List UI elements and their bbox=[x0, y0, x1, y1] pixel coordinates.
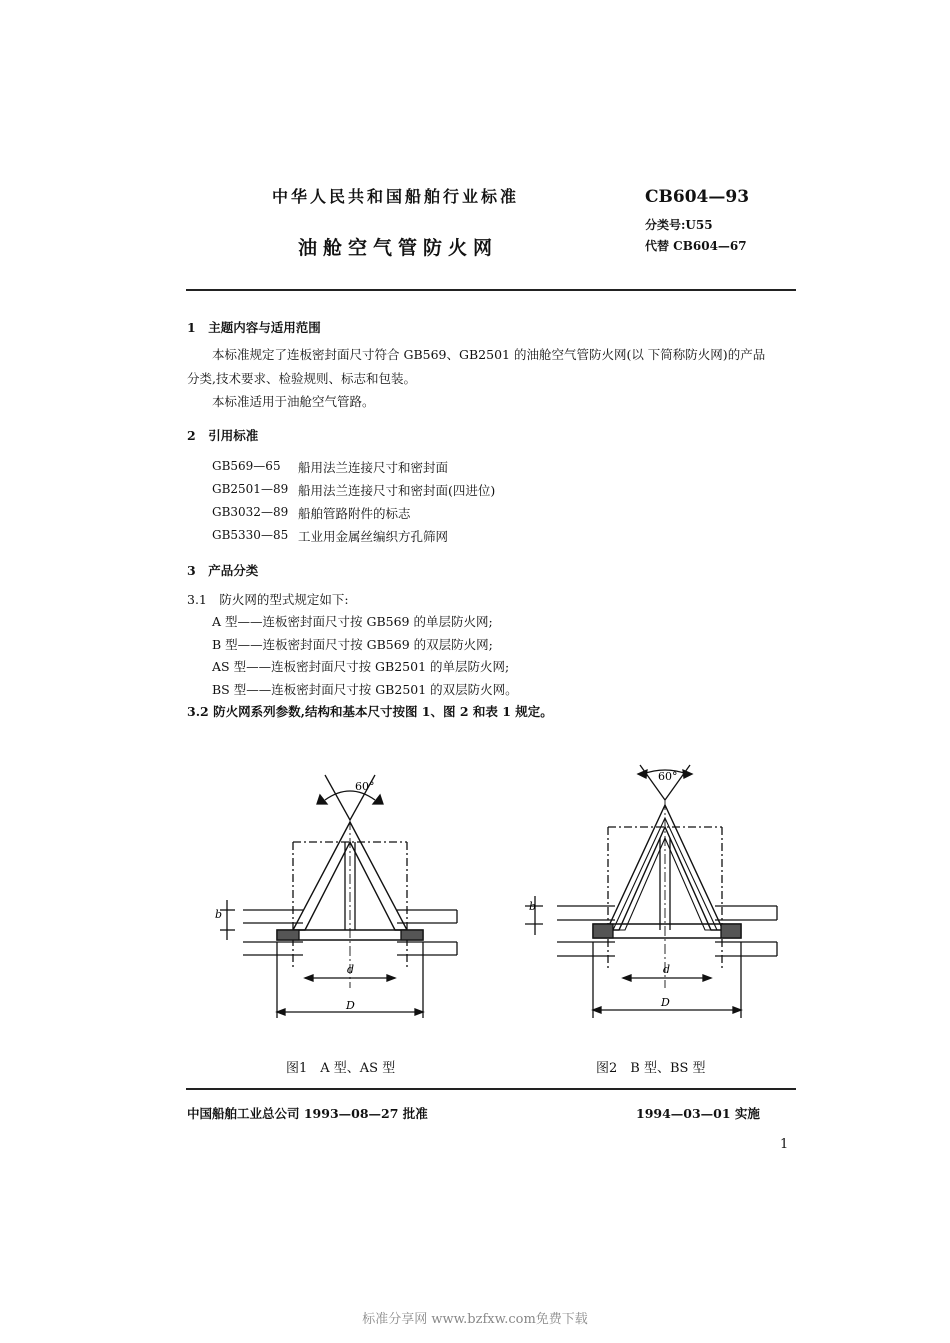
ref-code: GB5330—85 bbox=[212, 528, 289, 542]
figure-2-caption: 图2 B 型、BS 型 bbox=[596, 1061, 706, 1076]
figure-1-angle-label: 60° bbox=[355, 780, 375, 793]
figure-2-drawing bbox=[515, 760, 805, 1030]
ref-code: GB569—65 bbox=[212, 459, 281, 473]
figure-2-dim-d: d bbox=[663, 963, 671, 976]
type-item: BS 型——连板密封面尺寸按 GB2501 的双层防火网。 bbox=[212, 682, 518, 697]
section-1-title: 1 主题内容与适用范围 bbox=[187, 320, 321, 335]
section-1-scope: 本标准适用于油舱空气管路。 bbox=[212, 394, 375, 409]
ref-name: 船用法兰连接尺寸和密封面 bbox=[298, 460, 449, 475]
section-3-title: 3 产品分类 bbox=[187, 563, 259, 578]
classification-number: 分类号:U55 bbox=[645, 218, 713, 232]
section-1-paragraph-line1: 本标准规定了连板密封面尺寸符合 GB569、GB2501 的油舱空气管防火网(以 下简称防火网)的产品 bbox=[212, 347, 766, 362]
clause-3-2: 3.2 防火网系列参数,结构和基本尺寸按图 1、图 2 和表 1 规定。 bbox=[187, 704, 553, 719]
type-item: A 型——连板密封面尺寸按 GB569 的单层防火网; bbox=[212, 614, 493, 629]
ref-name: 船用法兰连接尺寸和密封面(四进位) bbox=[298, 483, 496, 498]
figure-2-dim-D: D bbox=[661, 996, 670, 1009]
type-item: B 型——连板密封面尺寸按 GB569 的双层防火网; bbox=[212, 637, 493, 652]
clause-3-1: 3.1 防火网的型式规定如下: bbox=[187, 592, 349, 607]
document-title: 油舱空气管防火网 bbox=[298, 237, 499, 259]
figure-1-dim-D: D bbox=[346, 999, 355, 1012]
watermark: 标准分享网 www.bzfxw.com免费下载 bbox=[362, 1312, 588, 1327]
type-item: AS 型——连板密封面尺寸按 GB2501 的单层防火网; bbox=[212, 659, 510, 674]
figure-2-angle-label: 60° bbox=[658, 770, 678, 783]
footer-rule bbox=[186, 1088, 796, 1090]
ref-name: 船舶管路附件的标志 bbox=[298, 506, 411, 521]
standard-number: CB604—93 bbox=[645, 187, 750, 207]
page-number: 1 bbox=[780, 1137, 789, 1152]
section-1-paragraph-line2: 分类,技术要求、检验规则、标志和包装。 bbox=[187, 371, 416, 386]
figure-1-caption: 图1 A 型、AS 型 bbox=[286, 1061, 396, 1076]
figure-1-drawing bbox=[205, 760, 495, 1030]
section-2-title: 2 引用标准 bbox=[187, 428, 259, 443]
ref-name: 工业用金属丝编织方孔筛网 bbox=[298, 529, 449, 544]
ref-code: GB2501—89 bbox=[212, 482, 289, 496]
figure-1-dim-d: d bbox=[347, 963, 355, 976]
ref-code: GB3032—89 bbox=[212, 505, 289, 519]
header-rule bbox=[186, 289, 796, 291]
effective-line: 1994—03—01 实施 bbox=[636, 1106, 760, 1121]
figure-1-dim-b: b bbox=[215, 908, 223, 921]
replaces-standard: 代替 CB604—67 bbox=[645, 239, 747, 253]
approval-line: 中国船舶工业总公司 1993—08—27 批准 bbox=[187, 1106, 428, 1121]
org-title: 中华人民共和国船舶行业标准 bbox=[272, 187, 520, 206]
figure-2-dim-b: b bbox=[529, 900, 537, 913]
